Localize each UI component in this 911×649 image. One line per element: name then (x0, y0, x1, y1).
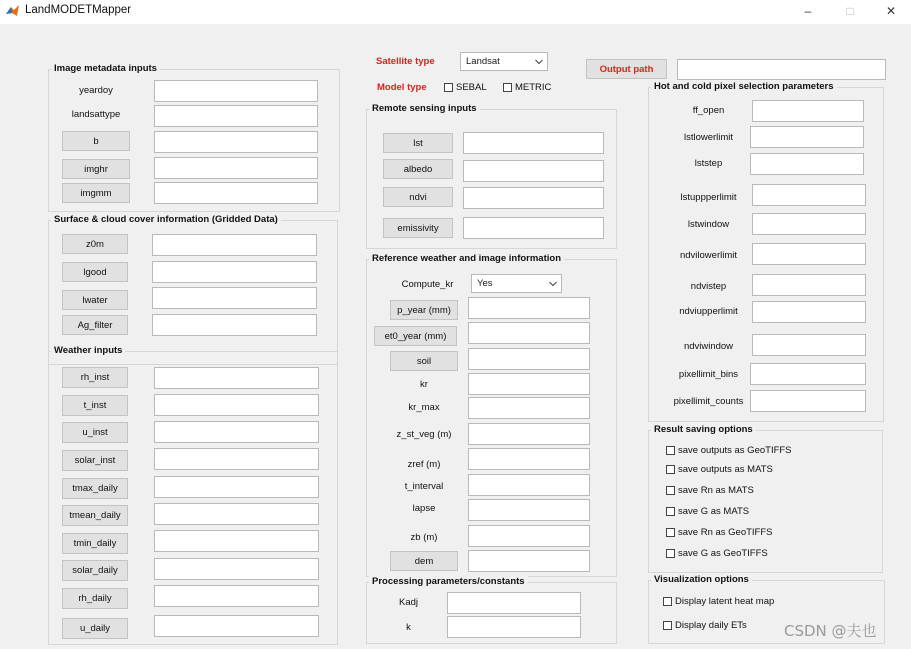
emissivity-label: emissivity (397, 222, 439, 234)
checkbox-box[interactable] (666, 465, 675, 474)
close-button[interactable]: ✕ (885, 4, 897, 18)
t-interval-input[interactable] (468, 474, 590, 496)
albedo-input[interactable] (463, 160, 604, 182)
lstlowerlimit-input[interactable] (750, 126, 864, 148)
ag-filter-input[interactable] (152, 314, 317, 336)
save-outputs-mats-label: save outputs as MATS (678, 463, 773, 475)
lst-label: lst (413, 137, 423, 149)
lgood-button[interactable] (62, 262, 128, 282)
kr-max-label: kr_max (408, 401, 440, 413)
u-inst-button[interactable] (62, 422, 128, 443)
solar-inst-button[interactable] (62, 450, 128, 471)
window-title: LandMODETMapper (25, 4, 132, 16)
metric-label: METRIC (515, 81, 552, 93)
lapse-input[interactable] (468, 499, 590, 521)
albedo-label: albedo (403, 163, 433, 175)
satellite-type-value: Landsat (466, 56, 500, 67)
solar-inst-input[interactable] (154, 448, 319, 470)
ndviwindow-label: ndviwindow (683, 340, 734, 352)
lwater-input[interactable] (152, 287, 317, 309)
output-path-button[interactable] (586, 59, 667, 79)
t-inst-input[interactable] (154, 394, 319, 416)
imgmm-label: imgmm (80, 187, 112, 199)
satellite-type-select[interactable] (460, 52, 548, 71)
maximize-button[interactable]: □ (846, 4, 854, 18)
p-year-button[interactable] (390, 300, 458, 320)
lwater-button[interactable] (62, 290, 128, 310)
remote-sensing-panel (366, 103, 617, 249)
tmean-daily-label: tmean_daily (69, 510, 121, 521)
surface-cloud-panel (48, 214, 338, 365)
imghr-label: imghr (84, 163, 108, 175)
chevron-down-icon (535, 59, 543, 64)
imghr-button[interactable] (62, 159, 130, 179)
rh-inst-label: rh_inst (80, 372, 110, 383)
rh-daily-label: rh_daily (78, 593, 112, 604)
emissivity-input[interactable] (463, 217, 604, 239)
ag-filter-label: Ag_filter (77, 319, 113, 331)
pixellimit-counts-label: pixellimit_counts (673, 395, 744, 407)
hot-cold-panel (648, 81, 884, 422)
rh-inst-button[interactable] (62, 367, 128, 388)
weather-title: Weather inputs (51, 345, 125, 356)
tmax-daily-button[interactable] (62, 478, 128, 499)
zb-input[interactable] (468, 525, 590, 547)
save-rn-mats-checkbox[interactable] (666, 483, 754, 497)
kr-input[interactable] (468, 373, 590, 395)
k-label: k (406, 621, 411, 633)
save-outputs-geotiffs-checkbox[interactable] (666, 443, 792, 457)
z0m-label: z0m (86, 238, 104, 250)
solar-daily-input[interactable] (154, 558, 319, 580)
b-input[interactable] (154, 131, 318, 153)
zb-label: zb (m) (410, 531, 438, 543)
lststep-input[interactable] (750, 153, 864, 175)
title-bar (0, 0, 911, 24)
tmean-daily-button[interactable] (62, 505, 128, 526)
checkbox-box[interactable] (444, 83, 453, 92)
landsattype-label: landsattype (71, 108, 121, 120)
et0-year-button[interactable] (374, 326, 457, 346)
lststep-label: lststep (694, 157, 723, 169)
albedo-button[interactable] (383, 159, 453, 179)
lwater-label: lwater (82, 294, 108, 306)
checkbox-box[interactable] (663, 621, 672, 630)
dem-input[interactable] (468, 550, 590, 572)
tmean-daily-input[interactable] (154, 503, 319, 525)
kr-label: kr (420, 378, 428, 390)
dem-label: dem (414, 555, 434, 567)
lstwindow-label: lstwindow (687, 218, 730, 230)
compute-kr-label: Compute_kr (401, 278, 454, 290)
kadj-label: Kadj (398, 596, 418, 608)
rh-daily-button[interactable] (62, 588, 128, 609)
imgmm-input[interactable] (154, 182, 318, 204)
image-metadata-panel (48, 63, 340, 212)
u-inst-input[interactable] (154, 421, 319, 443)
u-daily-button[interactable] (62, 618, 128, 639)
lstwindow-input[interactable] (752, 213, 866, 235)
ndviupperlimit-label: ndviupperlimit (679, 305, 738, 317)
pixellimit-bins-label: pixellimit_bins (678, 368, 739, 380)
ndvi-input[interactable] (463, 187, 604, 209)
output-path-label: Output path (599, 63, 654, 75)
metric-checkbox[interactable] (503, 80, 551, 94)
tmax-daily-label: tmax_daily (72, 483, 118, 494)
processing-panel (366, 576, 617, 644)
yeardoy-label: yeardoy (79, 84, 113, 96)
weather-panel (48, 345, 338, 645)
visualization-title: Visualization options (651, 574, 752, 585)
checkbox-box[interactable] (666, 549, 675, 558)
b-label: b (93, 135, 99, 147)
lstlowerlimit-label: lstlowerlimit (683, 131, 734, 143)
hot-cold-title: Hot and cold pixel selection parameters (651, 81, 837, 92)
solar-inst-label: solar_inst (74, 455, 116, 466)
soil-input[interactable] (468, 348, 590, 370)
zref-input[interactable] (468, 448, 590, 470)
p-year-input[interactable] (468, 297, 590, 319)
reference-weather-title: Reference weather and image information (369, 253, 564, 264)
checkbox-box[interactable] (666, 486, 675, 495)
soil-button[interactable] (390, 351, 458, 371)
checkbox-box[interactable] (666, 507, 675, 516)
display-latent-heat-checkbox[interactable] (663, 594, 774, 608)
result-saving-panel (648, 424, 883, 573)
imgmm-button[interactable] (62, 183, 130, 203)
z0m-button[interactable] (62, 234, 128, 254)
compute-kr-value: Yes (477, 278, 493, 289)
watermark-text: CSDN @夫也 (784, 622, 877, 640)
main-window (0, 24, 911, 649)
display-daily-ets-label: Display daily ETs (675, 619, 747, 631)
ndvistep-label: ndvistep (690, 280, 727, 292)
tmin-daily-label: tmin_daily (73, 538, 117, 549)
result-saving-title: Result saving options (651, 424, 756, 435)
checkbox-box[interactable] (503, 83, 512, 92)
et0-year-label: et0_year (mm) (384, 330, 447, 342)
pixellimit-bins-input[interactable] (750, 363, 866, 385)
ff-open-label: ff_open (692, 104, 725, 116)
ndviupperlimit-input[interactable] (752, 301, 866, 323)
display-daily-ets-checkbox[interactable] (663, 618, 747, 632)
kadj-input[interactable] (447, 592, 581, 614)
u-daily-input[interactable] (154, 615, 319, 637)
satellite-type-label: Satellite type (376, 55, 435, 67)
lstuppperlimit-input[interactable] (752, 184, 866, 206)
imghr-input[interactable] (154, 157, 318, 179)
b-button[interactable] (62, 131, 130, 151)
ndvilowerlimit-input[interactable] (752, 243, 866, 265)
lst-button[interactable] (383, 133, 453, 153)
save-outputs-mats-checkbox[interactable] (666, 462, 773, 476)
dem-button[interactable] (390, 551, 458, 571)
k-input[interactable] (447, 616, 581, 638)
display-latent-heat-label: Display latent heat map (675, 595, 775, 607)
save-outputs-geotiffs-label: save outputs as GeoTIFFS (678, 444, 792, 456)
save-g-geotiffs-label: save G as GeoTIFFS (678, 547, 768, 559)
kr-max-input[interactable] (468, 397, 590, 419)
z0m-input[interactable] (152, 234, 317, 256)
ff-open-input[interactable] (752, 100, 864, 122)
et0-year-input[interactable] (468, 322, 590, 344)
surface-cloud-title: Surface & cloud cover information (Gridded Data) (51, 214, 281, 225)
save-g-mats-checkbox[interactable] (666, 504, 749, 518)
ndviwindow-input[interactable] (752, 334, 866, 356)
output-path-input[interactable] (677, 59, 886, 80)
t-interval-label: t_interval (404, 480, 444, 492)
solar-daily-button[interactable] (62, 560, 128, 581)
lstuppperlimit-label: lstuppperlimit (680, 191, 737, 203)
zref-label: zref (m) (407, 458, 441, 470)
checkbox-box[interactable] (666, 528, 675, 537)
ag-filter-button[interactable] (62, 315, 128, 335)
matlab-app-icon (6, 4, 19, 17)
processing-title: Processing parameters/constants (369, 576, 528, 587)
save-rn-geotiffs-label: save Rn as GeoTIFFS (678, 526, 773, 538)
ndvistep-input[interactable] (752, 274, 866, 296)
compute-kr-select[interactable] (471, 274, 562, 293)
ndvi-label: ndvi (409, 191, 427, 203)
rh-inst-input[interactable] (154, 367, 319, 389)
checkbox-box[interactable] (663, 597, 672, 606)
tmin-daily-input[interactable] (154, 530, 319, 552)
p-year-label: p_year (mm) (397, 304, 451, 316)
solar-daily-label: solar_daily (72, 565, 118, 576)
pixellimit-counts-input[interactable] (750, 390, 866, 412)
save-g-mats-label: save G as MATS (678, 505, 750, 517)
reference-weather-panel (366, 253, 617, 577)
ndvi-button[interactable] (383, 187, 453, 207)
lgood-label: lgood (83, 266, 107, 278)
save-rn-mats-label: save Rn as MATS (678, 484, 754, 496)
minimize-button[interactable]: – (804, 4, 812, 18)
u-daily-label: u_daily (79, 623, 111, 634)
sebal-label: SEBAL (456, 81, 487, 93)
lapse-label: lapse (412, 502, 436, 514)
tmin-daily-button[interactable] (62, 533, 128, 554)
t-inst-button[interactable] (62, 395, 128, 416)
z-st-veg-label: z_st_veg (m) (396, 428, 452, 440)
checkbox-box[interactable] (666, 446, 675, 455)
rh-daily-input[interactable] (154, 585, 319, 607)
save-rn-geotiffs-checkbox[interactable] (666, 525, 773, 539)
lst-input[interactable] (463, 132, 604, 154)
soil-label: soil (416, 355, 432, 367)
chevron-down-icon (549, 281, 557, 286)
landsattype-input[interactable] (154, 105, 318, 127)
t-inst-label: t_inst (83, 400, 107, 411)
save-g-geotiffs-checkbox[interactable] (666, 546, 768, 560)
remote-sensing-title: Remote sensing inputs (369, 103, 480, 114)
lgood-input[interactable] (152, 261, 317, 283)
sebal-checkbox[interactable] (444, 80, 487, 94)
image-metadata-title: Image metadata inputs (51, 63, 160, 74)
u-inst-label: u_inst (82, 427, 108, 438)
tmax-daily-input[interactable] (154, 476, 319, 498)
z-st-veg-input[interactable] (468, 423, 590, 445)
yeardoy-input[interactable] (154, 80, 318, 102)
ndvilowerlimit-label: ndvilowerlimit (679, 249, 737, 261)
emissivity-button[interactable] (383, 218, 453, 238)
model-type-label: Model type (377, 81, 427, 93)
